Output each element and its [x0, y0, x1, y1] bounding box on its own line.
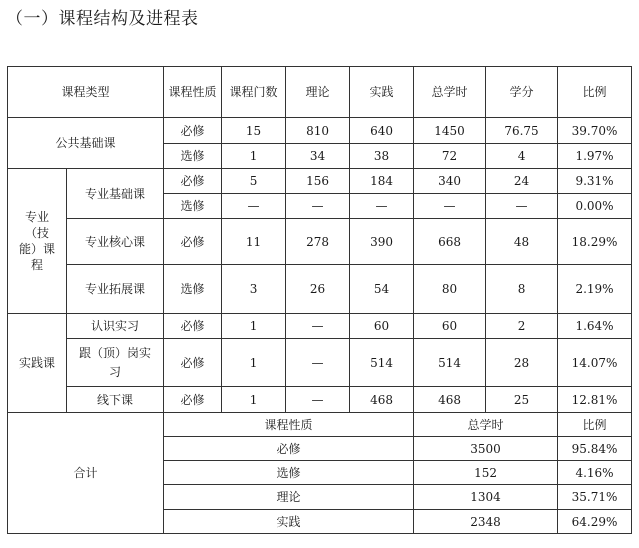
cell-count: 1 [222, 339, 286, 387]
cell-theory: — [286, 339, 350, 387]
summary-header-nature: 课程性质 [164, 413, 414, 437]
header-row [8, 67, 632, 118]
total-label: 合计 [8, 413, 164, 534]
cell-nature: 必修 [164, 118, 222, 144]
cell-theory: 278 [286, 219, 350, 265]
cell-credits: 24 [486, 169, 558, 194]
header-total-hours: 总学时 [414, 67, 486, 118]
cell-hours: 468 [414, 387, 486, 413]
cell-nature: 选修 [164, 144, 222, 169]
cell-credits: — [486, 194, 558, 219]
summary-ratio: 64.29% [558, 510, 632, 534]
cell-practice: 38 [350, 144, 414, 169]
cell-ratio: 18.29% [558, 219, 632, 265]
table-row [8, 219, 632, 265]
subcategory-label: 专业拓展课 [67, 265, 164, 314]
cell-nature: 必修 [164, 169, 222, 194]
summary-hours: 152 [414, 461, 558, 485]
table-row [8, 118, 632, 144]
header-course-type: 课程类型 [8, 67, 164, 118]
cell-practice: — [350, 194, 414, 219]
cell-practice: 60 [350, 314, 414, 339]
table-row [8, 314, 632, 339]
course-structure-table [7, 66, 632, 534]
subcategory-label: 专业基础课 [67, 169, 164, 219]
cell-count: 1 [222, 387, 286, 413]
table-row [8, 265, 632, 314]
summary-hours: 3500 [414, 437, 558, 461]
cell-hours: 60 [414, 314, 486, 339]
header-course-count: 课程门数 [222, 67, 286, 118]
cell-count: 5 [222, 169, 286, 194]
cell-count: 3 [222, 265, 286, 314]
internship-label-text: 跟（顶）岗实习 [78, 345, 151, 379]
cell-ratio: 2.19% [558, 265, 632, 314]
cell-practice: 514 [350, 339, 414, 387]
public-course-label: 公共基础课 [8, 118, 164, 169]
cell-ratio: 0.00% [558, 194, 632, 219]
summary-nature: 必修 [164, 437, 414, 461]
cell-practice: 640 [350, 118, 414, 144]
cell-hours: 80 [414, 265, 486, 314]
professional-course-label-text: 专业（技能）课程 [18, 210, 55, 272]
summary-nature: 选修 [164, 461, 414, 485]
header-course-nature: 课程性质 [164, 67, 222, 118]
cell-count: 1 [222, 314, 286, 339]
summary-header-row [8, 413, 632, 437]
summary-header-ratio: 比例 [558, 413, 632, 437]
cell-hours: 72 [414, 144, 486, 169]
cell-hours: 1450 [414, 118, 486, 144]
cell-count: 11 [222, 219, 286, 265]
cell-nature: 必修 [164, 314, 222, 339]
cell-credits: 8 [486, 265, 558, 314]
cell-ratio: 1.97% [558, 144, 632, 169]
cell-credits: 2 [486, 314, 558, 339]
cell-count: 1 [222, 144, 286, 169]
cell-nature: 必修 [164, 387, 222, 413]
cell-nature: 选修 [164, 194, 222, 219]
cell-hours: — [414, 194, 486, 219]
header-ratio: 比例 [558, 67, 632, 118]
cell-credits: 4 [486, 144, 558, 169]
cell-theory: — [286, 387, 350, 413]
cell-practice: 184 [350, 169, 414, 194]
cell-ratio: 9.31% [558, 169, 632, 194]
subcategory-label: 线下课 [67, 387, 164, 413]
cell-practice: 390 [350, 219, 414, 265]
table-row [8, 169, 632, 194]
table-row [8, 387, 632, 413]
cell-hours: 340 [414, 169, 486, 194]
cell-nature: 必修 [164, 339, 222, 387]
cell-hours: 668 [414, 219, 486, 265]
cell-theory: 26 [286, 265, 350, 314]
cell-hours: 514 [414, 339, 486, 387]
cell-theory: 156 [286, 169, 350, 194]
cell-ratio: 1.64% [558, 314, 632, 339]
cell-count: — [222, 194, 286, 219]
cell-theory: 810 [286, 118, 350, 144]
cell-credits: 48 [486, 219, 558, 265]
subcategory-label: 专业核心课 [67, 219, 164, 265]
cell-practice: 468 [350, 387, 414, 413]
summary-hours: 1304 [414, 485, 558, 510]
summary-header-hours: 总学时 [414, 413, 558, 437]
cell-nature: 选修 [164, 265, 222, 314]
cell-ratio: 39.70% [558, 118, 632, 144]
cell-theory: — [286, 194, 350, 219]
cell-ratio: 14.07% [558, 339, 632, 387]
summary-ratio: 95.84% [558, 437, 632, 461]
cell-ratio: 12.81% [558, 387, 632, 413]
header-credits: 学分 [486, 67, 558, 118]
cell-credits: 28 [486, 339, 558, 387]
practice-course-label: 实践课 [8, 314, 67, 413]
page-title: （一）课程结构及进程表 [6, 9, 199, 29]
summary-hours: 2348 [414, 510, 558, 534]
header-theory: 理论 [286, 67, 350, 118]
summary-nature: 实践 [164, 510, 414, 534]
cell-count: 15 [222, 118, 286, 144]
cell-credits: 25 [486, 387, 558, 413]
cell-theory: 34 [286, 144, 350, 169]
summary-ratio: 35.71% [558, 485, 632, 510]
subcategory-label: 认识实习 [67, 314, 164, 339]
table-row [8, 339, 632, 387]
subcategory-label [67, 339, 164, 387]
cell-practice: 54 [350, 265, 414, 314]
summary-nature: 理论 [164, 485, 414, 510]
cell-credits: 76.75 [486, 118, 558, 144]
cell-nature: 必修 [164, 219, 222, 265]
header-practice: 实践 [350, 67, 414, 118]
summary-ratio: 4.16% [558, 461, 632, 485]
cell-theory: — [286, 314, 350, 339]
professional-course-label [8, 169, 67, 314]
